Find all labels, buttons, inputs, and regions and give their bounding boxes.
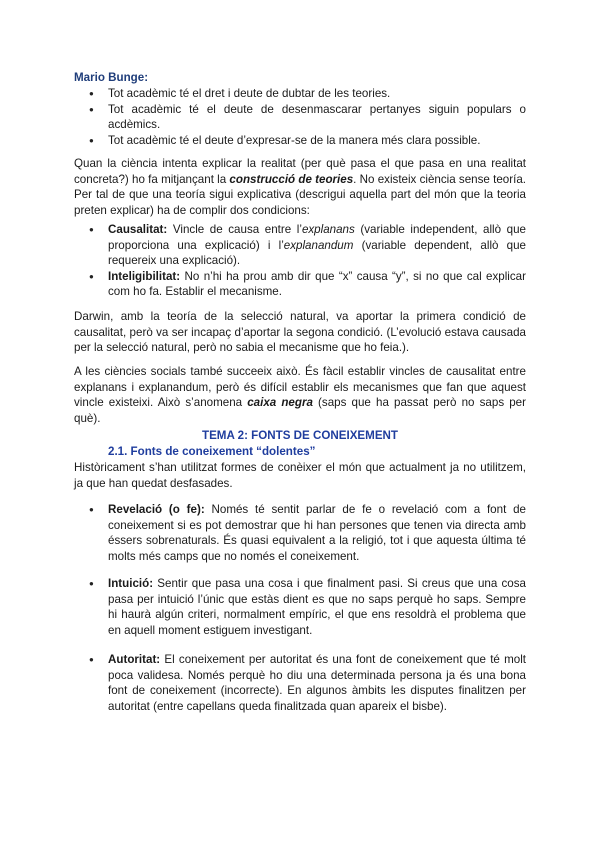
item-text: (variable dependent, allò que requereix una explicació). (108, 238, 526, 268)
list-item: ● Tot acadèmic té el dret i deute de dubtar de les teories. (108, 86, 526, 102)
term-label: Autoritat: (108, 653, 161, 666)
intro-paragraph: Històricament s’han utilitzat formes de conèixer el món que actualment ja no utilitzem, ja que han quedat desfasades. (74, 461, 526, 490)
sources-list-3 (108, 652, 526, 714)
item-text: Només té sentit parlar de fe o revelació com a font de coneixement si es pot demostrar que hi han persones que tenen via directa amb éssers sobrenaturals. És quasi equivalent a la religió, tot i que aquesta última té molts més camps que no només el coneixement. (108, 503, 526, 563)
emphasis-term: caixa negra (247, 396, 313, 410)
sources-list-2 (108, 576, 526, 638)
subsection-title: 2.1. Fonts de coneixement “dolentes” (108, 445, 316, 458)
list-item (108, 269, 526, 300)
term-label: Inteligibilitat: (108, 269, 181, 283)
item-text: Sentir que pasa una cosa i que finalment pasi. Si creus que una cosa pasa per intuició l’únic que estàs dient es que no saps perquè ho saps. Sempre hi haurà algún criteri, normalment empíric, el que ens resoldrà el problema que en aquell moment estiguem investigant. (108, 577, 526, 637)
list-item (108, 652, 526, 714)
conditions-list (108, 222, 526, 300)
emphasis-term: construcció de teories (229, 172, 354, 186)
paragraph-text: Quan la ciència intenta explicar la realitat (per què pasa el que pasa en una realitat concreta?) ho fa mitjançant la (74, 157, 526, 186)
section-title: TEMA 2: FONTS DE CONEIXEMENT (201, 429, 399, 442)
item-text: No n’hi ha prou amb dir que “x” causa “y”, si no que cal explicar com ho fa. Establir el mecanisme. (108, 269, 526, 299)
author-heading: Mario Bunge: (74, 71, 149, 84)
science-paragraph (74, 156, 526, 218)
term-label: Revelació (o fe): (108, 503, 205, 516)
darwin-paragraph: Darwin, amb la teoría de la selecció natural, va aportar la primera condició de causalitat, però va ser incapaç d’aportar la segona condició. (L’evolució estava causada per la selecció natural, però no sabia el mecanisme que ho feia.). (74, 310, 526, 355)
list-item (108, 576, 526, 638)
item-text: Vincle de causa entre l’ (167, 223, 302, 236)
list-item (108, 222, 526, 269)
italic-term: explanans (301, 223, 355, 236)
list-item: ● Tot acadèmic té el deute de desenmascarar pertanyes siguin populars o acdèmics. (108, 102, 526, 133)
social-paragraph (74, 364, 526, 426)
paragraph-text: A les ciències socials també succeeix això. És fàcil establir vincles de causalitat entre explanans i explanandum, però és difícil establir els mecanismes que fan que aquest vincle existeixi. Això s’anomena (74, 365, 526, 410)
italic-term: explanandum (283, 238, 354, 252)
list-item (108, 502, 526, 564)
paragraph-text: . No existeix ciència sense teoría. Per tal de que una teoría sigui explicativa (descrigui aquella part del món que la teoria preten explicar) ha de complir dos condicions: (74, 172, 526, 217)
item-text: (variable independent, allò que proporciona una explicació) i l’ (108, 223, 526, 252)
list-item: ● Tot acadèmic té el deute d’expresar-se de la manera més clara possible. (108, 133, 526, 149)
item-text: El coneixement per autoritat és una font de coneixement que té molt poca validesa. Només perquè ho diu una determinada persona ja és una bona font de coneixement (incorrecte). En algunos àmbits les disputes finalitzen per autoritat (entre capellans queda finalitzada quan apareix el bisbe). (108, 653, 526, 713)
bunge-list (108, 86, 526, 148)
sources-list-1 (108, 502, 526, 564)
term-label: Causalitat: (108, 223, 168, 236)
term-label: Intuició: (108, 577, 154, 590)
paragraph-text: (saps que ha passat però no saps per què). (74, 396, 526, 425)
